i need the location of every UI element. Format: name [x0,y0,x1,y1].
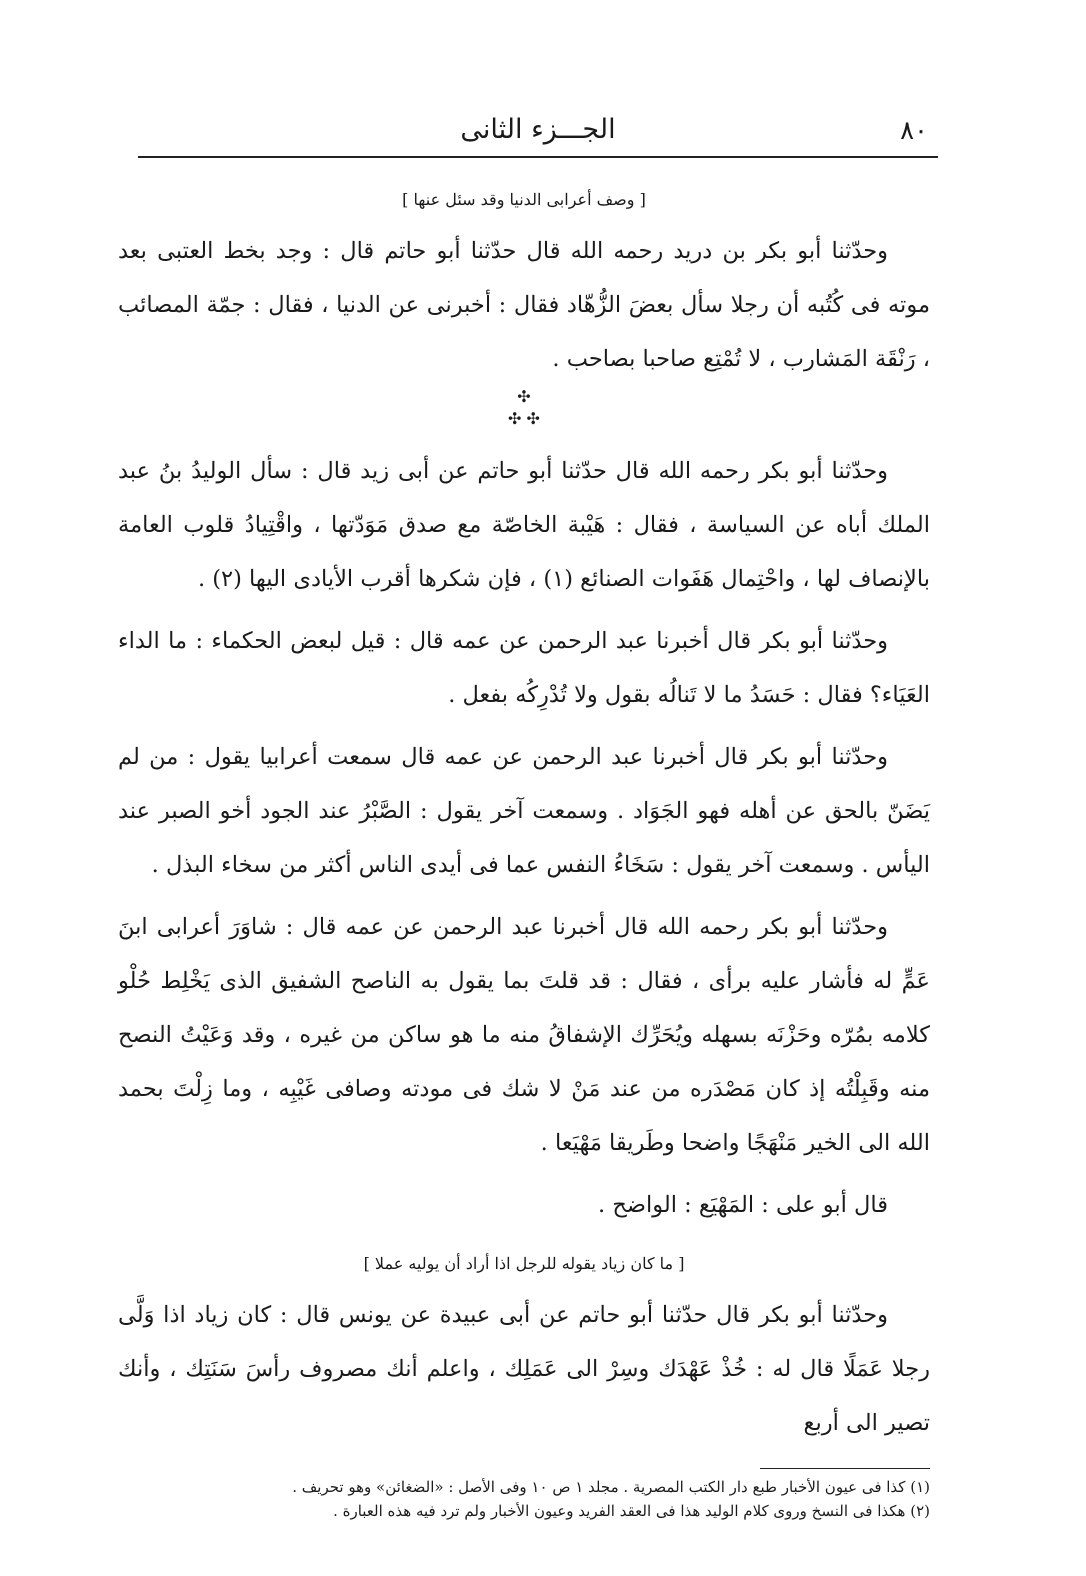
commentary-note: قال أبو على : المَهْيَع : الواضح . [598,1192,888,1218]
paragraph-2: وحدّثنا أبو بكر رحمه الله قال حدّثنا أبو حاتم عن أبى زيد قال : سأل الوليدُ بنُ عبد الملك أباه عن السياسة ، فقال : هَيْبة الخاصّة مع صدق مَوَدّتها ، واقْتِيادُ قلوب العامة بالإنصاف لها ، واحْتِمال هَفَوات الصنائع (١) ، فإن شكرها أقرب الأيادى اليها (٢) . [118,458,930,592]
page-number: ٨٠ [900,116,928,146]
paragraph-5: وحدّثنا أبو بكر رحمه الله قال أخبرنا عبد الرحمن عن عمه قال : شاوَرَ أعرابى ابنَ عَمٍّ له فأشار عليه برأى ، فقال : قد قلتَ بما يقول به الناصح الشفيق الذى يَخْلِط حُلْو كلامه بمُرّه وحَزْنَه بسهله ويُحَرِّك الإشفاقُ منه ما هو ساكن من غيره ، وقد وَعَيْتُ النصح منه وقَبِلْتُه إذ كان مَصْدَره من عند مَنْ لا شك فى مودته وصافى غَيْبِه ، وما زِلْتَ بحمد الله الى الخير مَنْهَجًا واضحا وطَريقا مَهْيَعا . [118,914,930,1156]
paragraph-6: وحدّثنا أبو بكر قال حدّثنا أبو حاتم عن أبى عبيدة عن يونس قال : كان زياد اذا وَلَّى رجلا عَمَلًا قال له : خُذْ عَهْدَك وسِرْ الى عَمَلِك ، واعلم أنك مصروف رأسَ سَنَتِك ، وأنك تصير الى أربع [118,1302,930,1436]
ornament-stars-bottom: ✣ ✣ [508,409,540,428]
footnote-divider [760,1468,930,1469]
ornament-separator [118,386,930,430]
page-body [118,186,930,1523]
footnotes [118,1475,930,1523]
paragraph-1: وحدّثنا أبو بكر بن دريد رحمه الله قال حدّثنا أبو حاتم قال : وجد بخط العتبى بعد موته فى كُتُبه أن رجلا سأل بعضَ الزُّهّاد فقال : أخبرنى عن الدنيا ، فقال : جمّة المصائب ، رَنْقَة المَشارب ، لا تُمْتِع صاحبا بصاحب . [118,238,930,372]
page-header [138,112,938,158]
paragraph-3: وحدّثنا أبو بكر قال أخبرنا عبد الرحمن عن عمه قال : قيل لبعض الحكماء : ما الداء العَيَاء؟ فقال : حَسَدُ ما لا تَنالُه بقول ولا تُدْرِكُه بفعل . [118,628,930,708]
ornament-star-top: ✣ [517,387,531,406]
section-heading-1: [ وصف أعرابى الدنيا وقد سئل عنها ] [402,190,646,209]
footnote-2: (٢) هكذا فى النسخ وروى كلام الوليد هذا فى العقد الفريد وعيون الأخبار ولم ترد فيه هذه العبارة . [333,1502,930,1520]
paragraph-4: وحدّثنا أبو بكر قال أخبرنا عبد الرحمن عن عمه قال سمعت أعرابيا يقول : من لم يَضَنّ بالحق عن أهله فهو الجَوَاد . وسمعت آخر يقول : الصَّبْرُ عند الجود أخو الصبر عند اليأس . وسمعت آخر يقول : سَخَاءُ النفس عما فى أيدى الناس أكثر من سخاء البذل . [118,744,930,878]
section-heading-2: [ ما كان زياد يقوله للرجل اذا أراد أن يوليه عملا ] [363,1254,685,1273]
running-title: الجـــزء الثانى [460,114,616,145]
footnote-1: (١) كذا فى عيون الأخبار طبع دار الكتب المصرية . مجلد ١ ص ١٠ وفى الأصل : «الضغائن» وهو تحريف . [292,1478,930,1496]
